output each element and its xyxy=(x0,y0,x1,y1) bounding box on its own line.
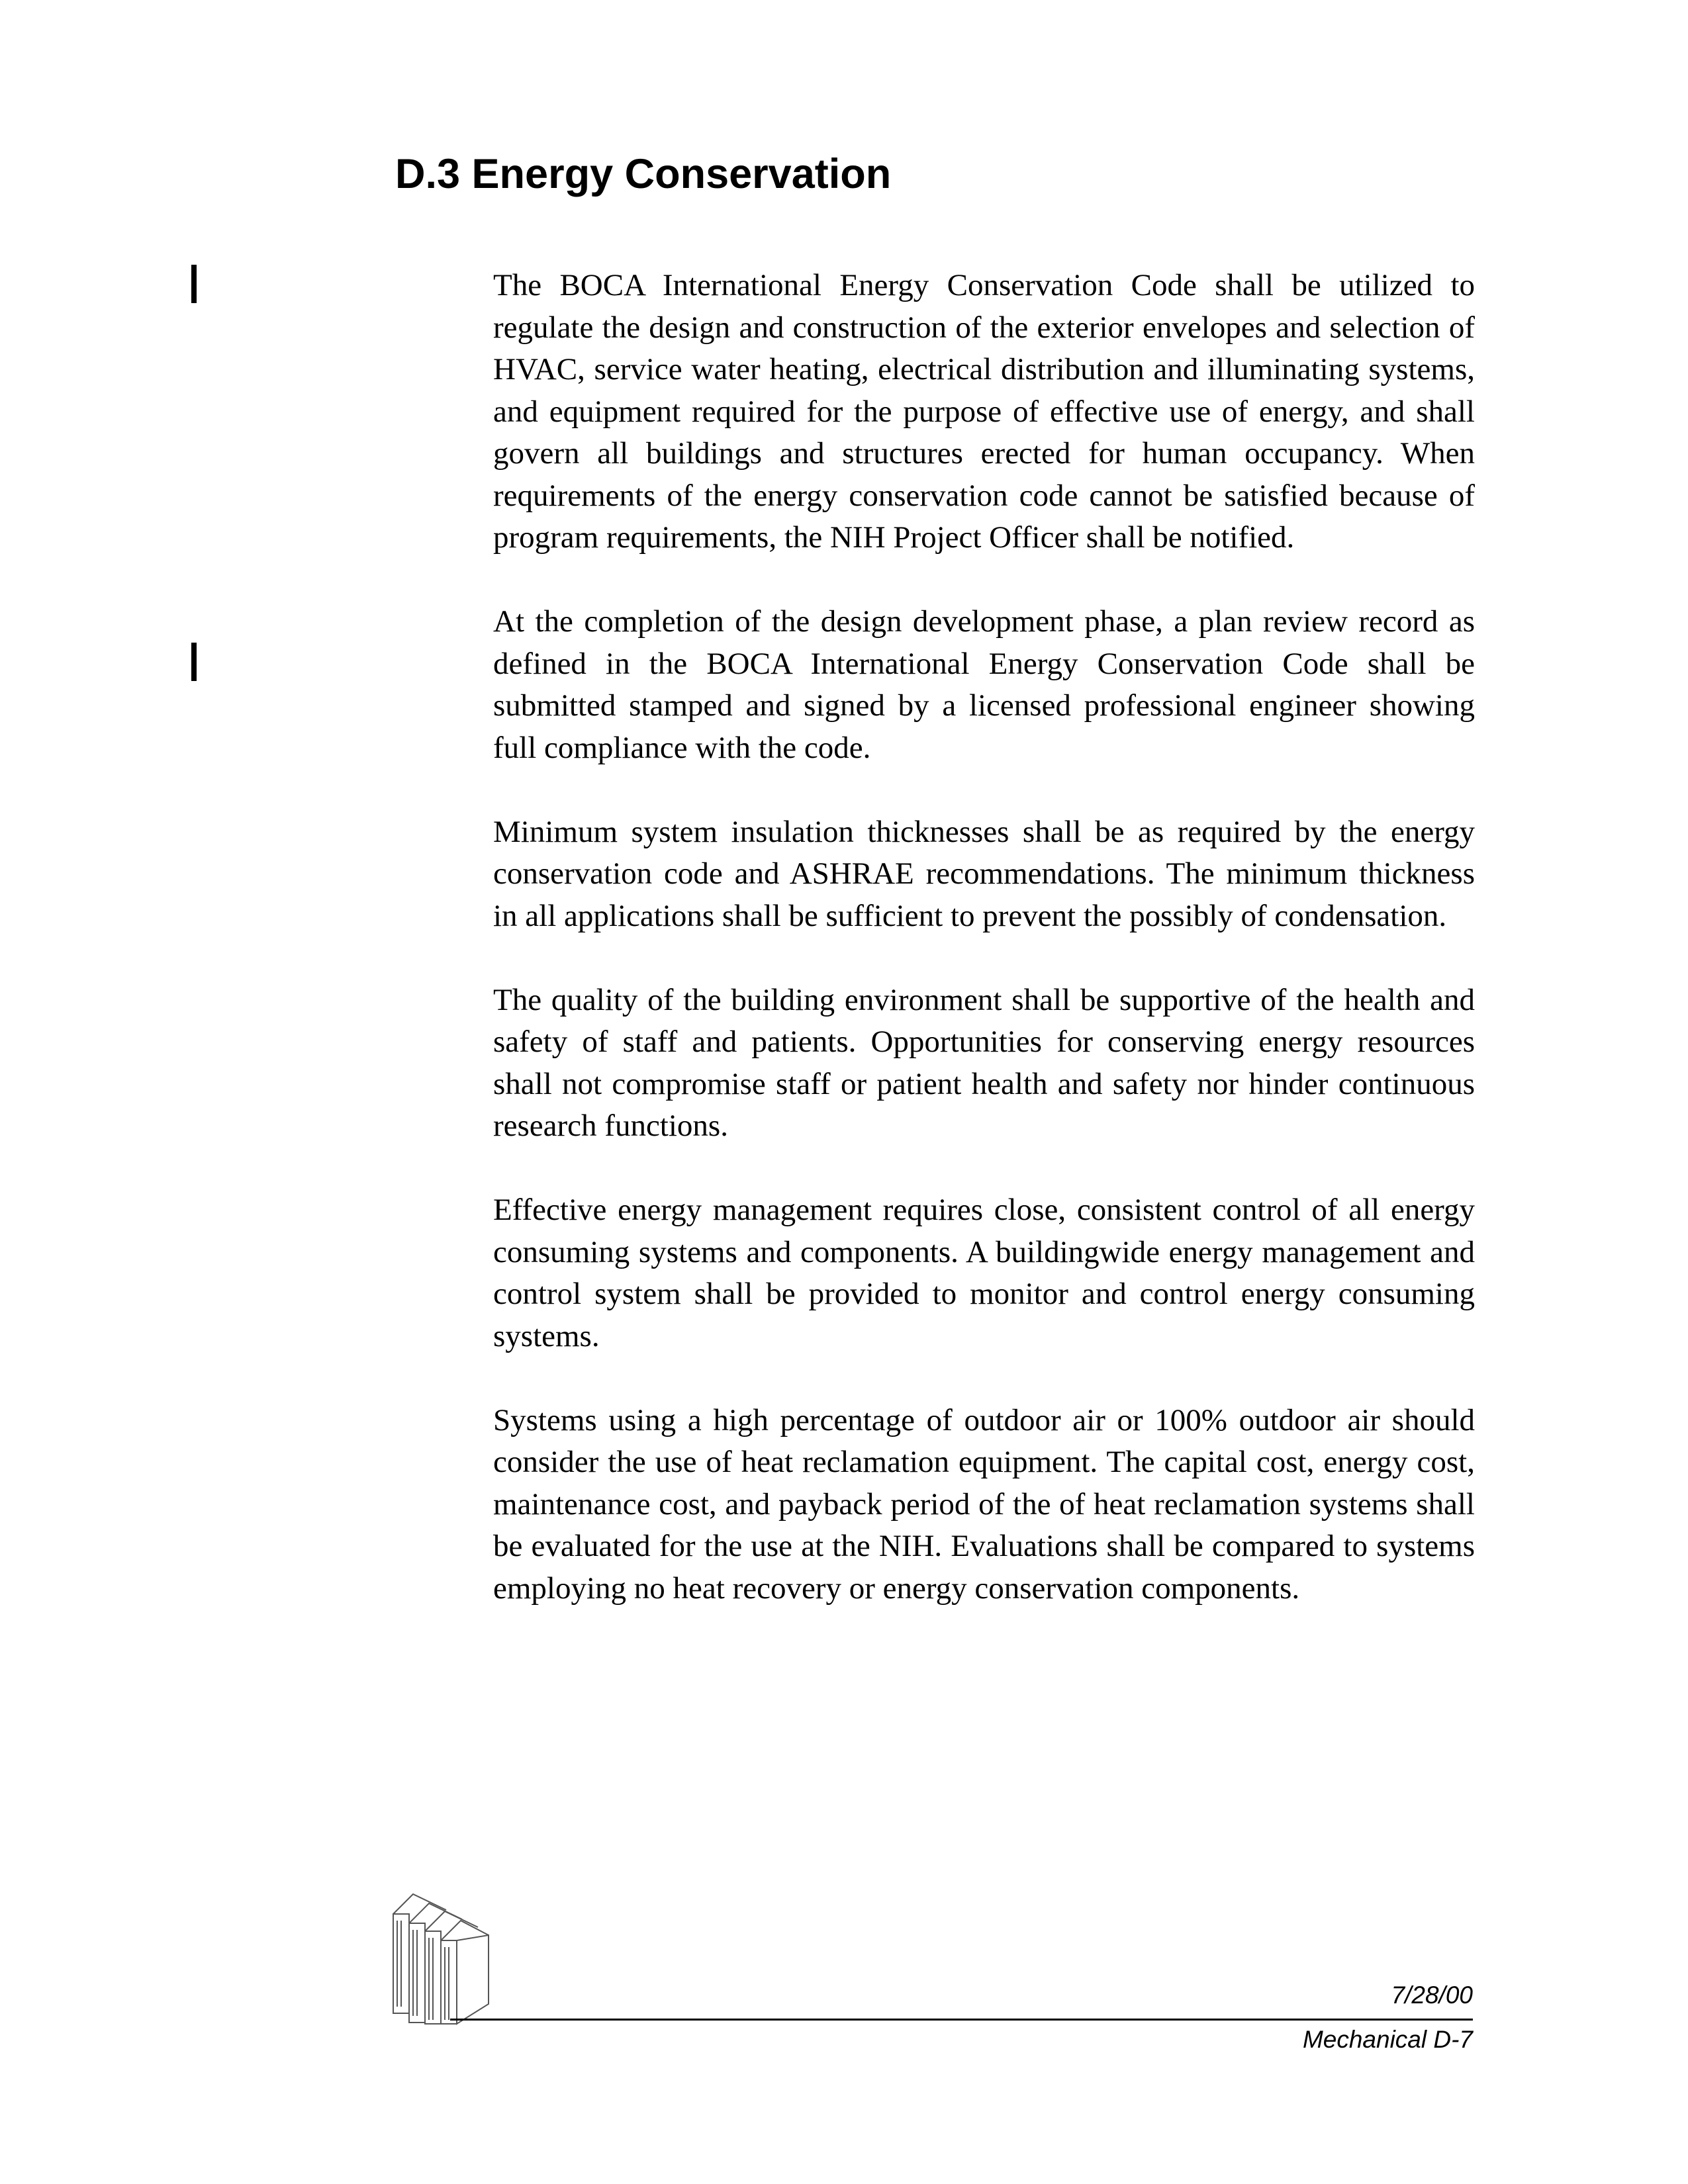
paragraph: At the completion of the design development phase, a plan review record as defined in the BOCA International Energy Conservation Code shall be submitted stamped and signed by a licensed professional engineer showing full compliance with the code. xyxy=(493,604,1475,765)
paragraph: Minimum system insulation thicknesses shall be as required by the energy conservation code and ASHRAE recommendations. The minimum thickness in all applications shall be sufficient to prevent the possibly of condensation. xyxy=(493,814,1475,933)
paragraph: The BOCA International Energy Conservation Code shall be utilized to regulate the design and construction of the exterior envelopes and selection of HVAC, service water heating, electrical distribution and illuminating systems, and equipment required for the purpose of effective use of energy, and shall govern all buildings and structures erected for human occupancy. When requirements of the energy conservation code cannot be satisfied because of program requirements, the NIH Project Officer shall be notified. xyxy=(493,268,1475,555)
change-bar xyxy=(191,265,197,303)
change-bar xyxy=(191,643,197,681)
paragraph: Effective energy management requires close, consistent control of all energy consuming systems and components. A buildingwide energy management and control system shall be provided to monitor and control energy consuming systems. xyxy=(493,1193,1475,1353)
footer-rule xyxy=(450,2019,1473,2021)
binders-logo-icon xyxy=(389,1888,495,2026)
section-body xyxy=(493,265,1475,1652)
section-heading: D.3 Energy Conservation xyxy=(395,151,892,197)
paragraph: Systems using a high percentage of outdoor air or 100% outdoor air should consider the use of heat reclamation equipment. The capital cost, energy cost, maintenance cost, and payback period of the of heat reclamation systems shall be evaluated for the use at the NIH. Evaluations shall be compared to systems employing no heat recovery or energy conservation components. xyxy=(493,1402,1475,1606)
footer-date: 7/28/00 xyxy=(1391,1981,1473,2009)
paragraph: The quality of the building environment shall be supportive of the health and safety of staff and patients. Opportunities for conserving energy resources shall not compromise staff or patient health and safety nor hinder continuous research functions. xyxy=(493,982,1475,1143)
footer-page-label: Mechanical D-7 xyxy=(1302,2026,1473,2053)
